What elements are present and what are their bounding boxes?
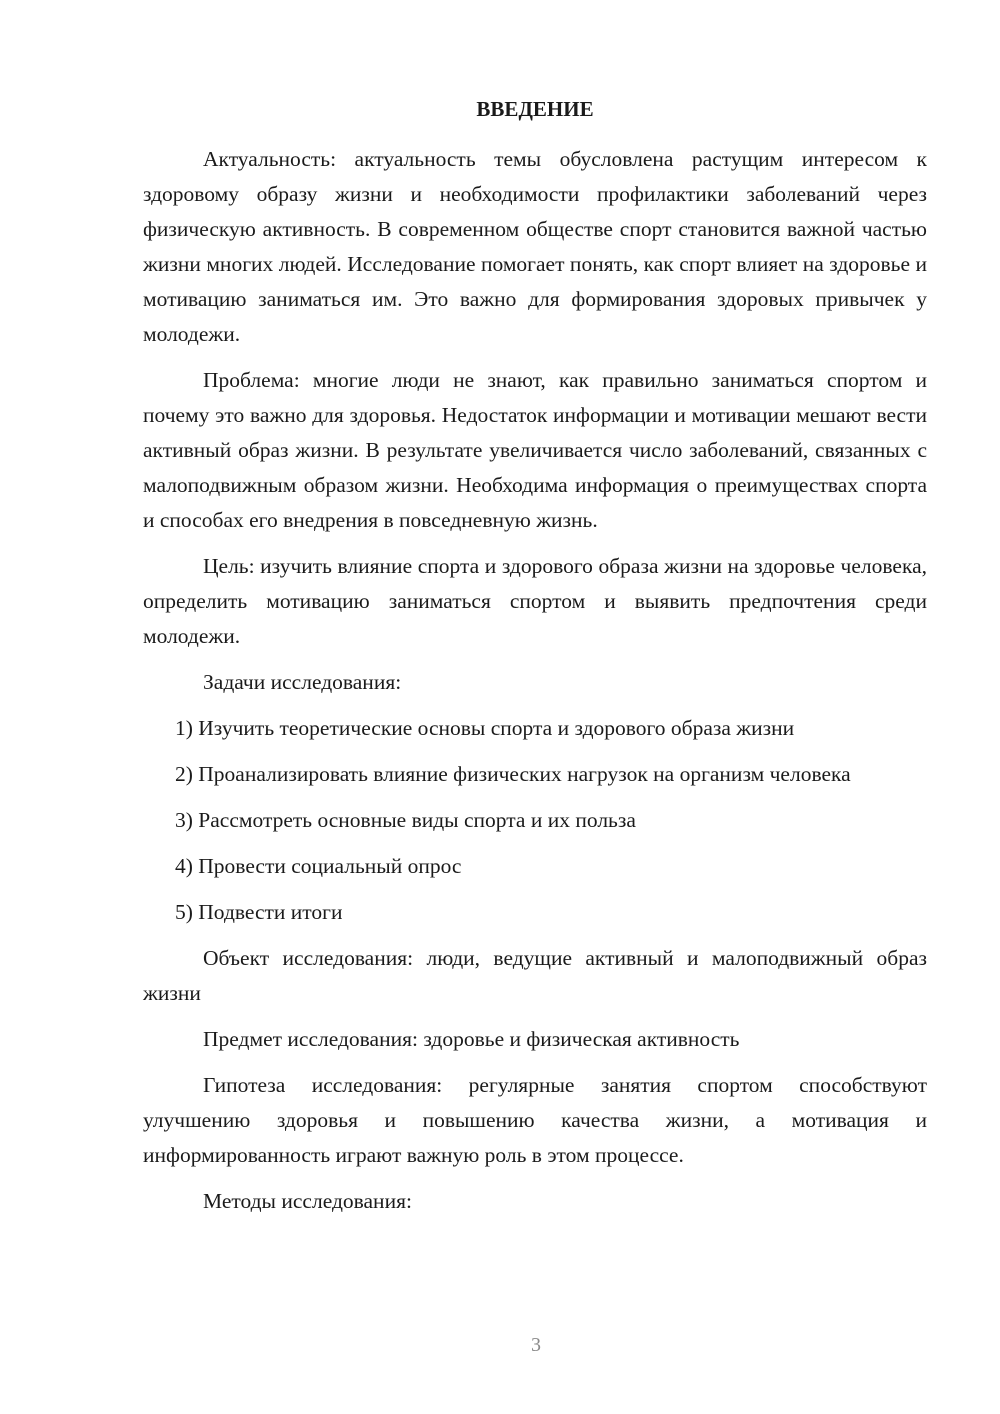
section-heading: ВВЕДЕНИЕ (476, 97, 594, 121)
list-item: 4) Провести социальный опрос (175, 854, 462, 878)
methods-title: Методы исследования: (203, 1189, 412, 1213)
object-paragraph: Объект исследования: люди, ведущие активный и малоподвижный образ жизни (143, 946, 927, 1005)
page-content (143, 92, 927, 1230)
tasks-title: Задачи исследования: (203, 670, 402, 694)
goal-paragraph: Цель: изучить влияние спорта и здорового образа жизни на здоровье человека, определить мотивацию заниматься спортом и выявить предпочтения среди молодежи. (143, 554, 927, 648)
hypothesis-paragraph: Гипотеза исследования: регулярные занятия спортом способствуют улучшению здоровья и повышению качества жизни, а мотивация и информированность играют важную роль в этом процессе. (143, 1073, 927, 1167)
tasks-list (143, 711, 927, 930)
page-number: 3 (531, 1334, 541, 1356)
list-item: 1) Изучить теоретические основы спорта и здорового образа жизни (175, 716, 795, 740)
list-item: 3) Рассмотреть основные виды спорта и их польза (175, 808, 636, 832)
problem-paragraph: Проблема: многие люди не знают, как правильно заниматься спортом и почему это важно для здоровья. Недостаток информации и мотивации мешают вести активный образ жизни. В результате увеличивается число заболеваний, связанных с малоподвижным образом жизни. Необходима информация о преимуществах спорта и способах его внедрения в повседневную жизнь. (143, 368, 927, 532)
subject-paragraph: Предмет исследования: здоровье и физическая активность (203, 1027, 740, 1051)
list-item: 2) Проанализировать влияние физических нагрузок на организм человека (175, 762, 851, 786)
list-item: 5) Подвести итоги (175, 900, 343, 924)
relevance-paragraph: Актуальность: актуальность темы обусловлена растущим интересом к здоровому образу жизни и необходимости профилактики заболеваний через физическую активность. В современном обществе спорт становится важной частью жизни многих людей. Исследование помогает понять, как спорт влияет на здоровье и мотивацию заниматься им. Это важно для формирования здоровых привычек у молодежи. (143, 147, 927, 346)
